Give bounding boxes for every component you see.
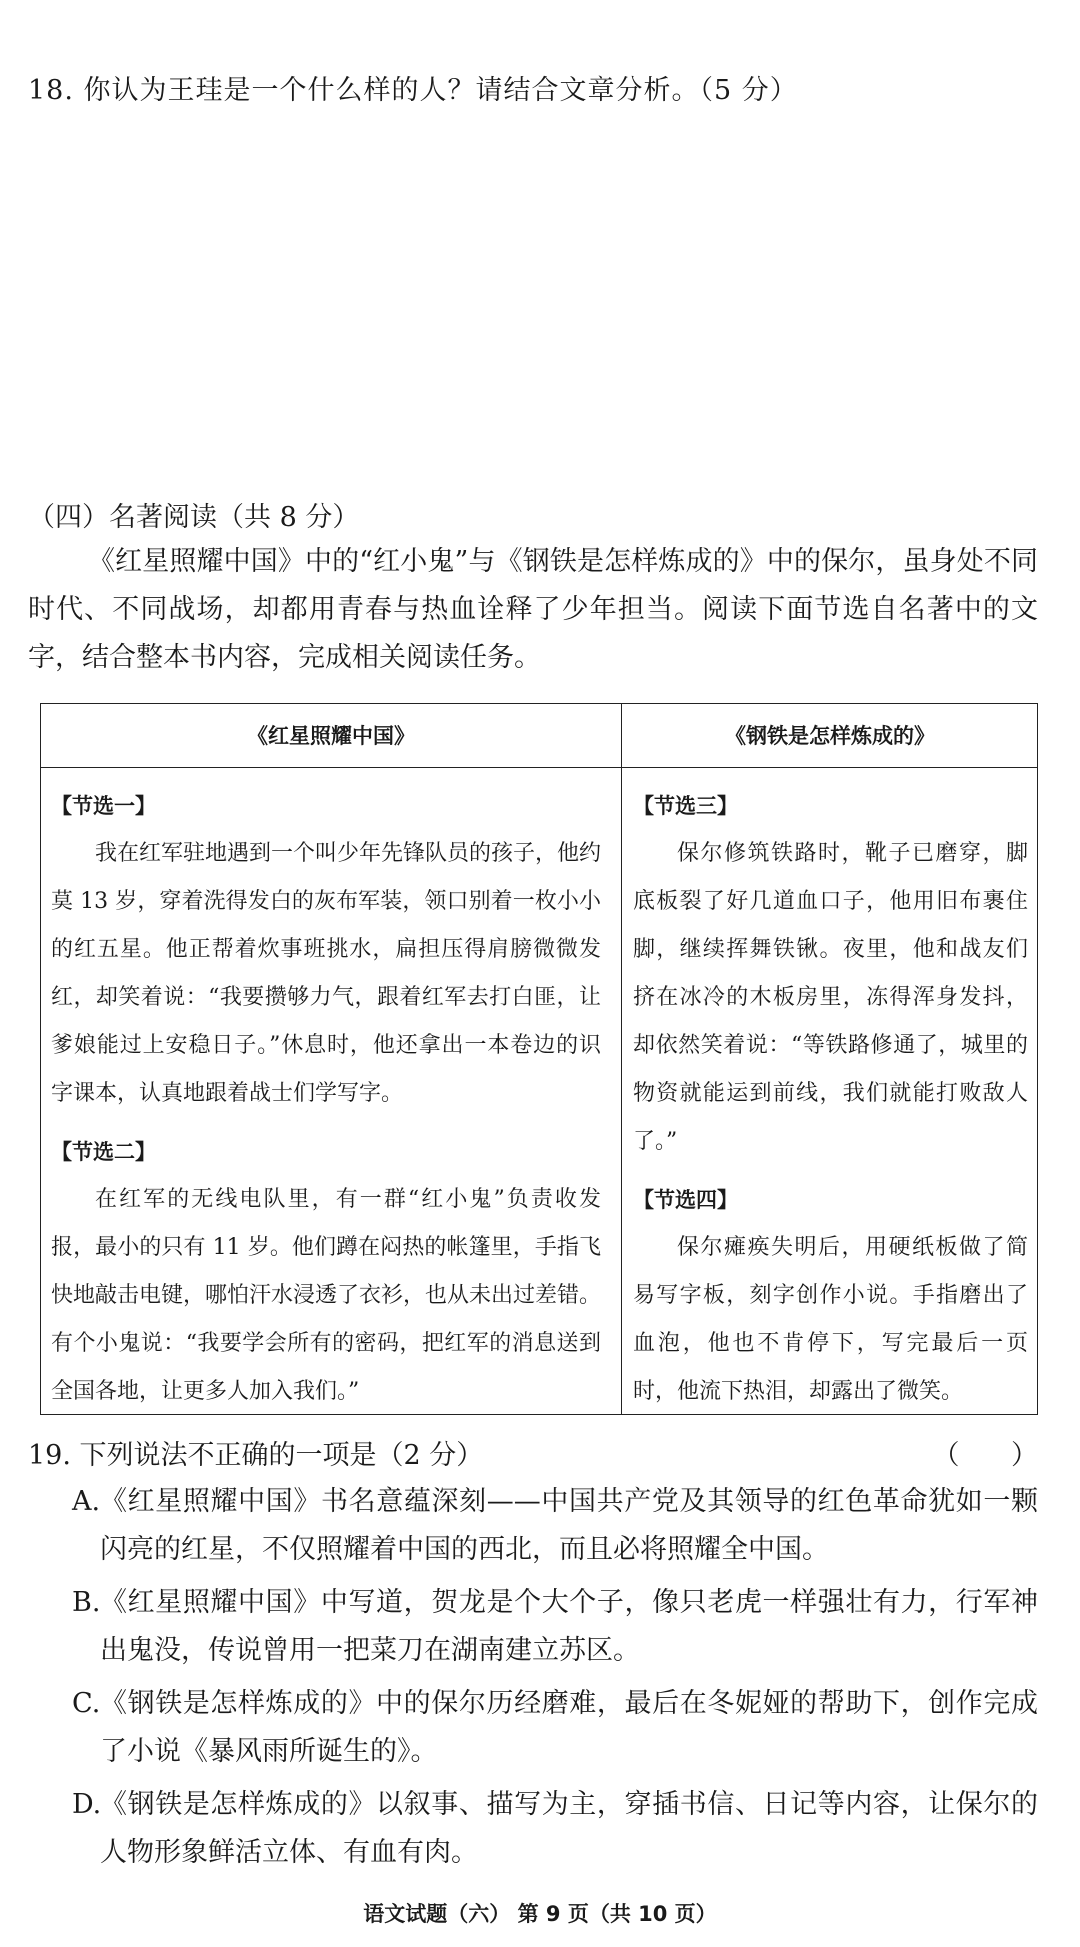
option-letter: D.	[72, 1789, 102, 1820]
excerpt-4-text: 保尔瘫痪失明后，用硬纸板做了简易写字板，刻字创作小说。手指磨出了血泡，他也不肯停下，写完最后一页时，他流下热泪，却露出了微笑。	[633, 1235, 1028, 1404]
page-footer: 语文试题（六） 第 9 页（共 10 页）	[363, 1902, 717, 1926]
excerpt-2-tag: 【节选二】	[51, 1140, 156, 1164]
excerpt-table	[40, 703, 1038, 1415]
excerpt-3-tag: 【节选三】	[633, 794, 738, 818]
right-column	[633, 782, 1028, 1426]
excerpt-3-text: 保尔修筑铁路时，靴子已磨穿，脚底板裂了好几道血口子，他用旧布裹住脚，继续挥舞铁锹。夜里，他和战友们挤在冰冷的木板房里，冻得浑身发抖，却依然笑着说：“等铁路修通了，城里的物资就能运到前线，我们就能打败敌人了。”	[633, 841, 1028, 1154]
section-intro	[28, 538, 1038, 682]
answer-blank: （ ）	[932, 1440, 1038, 1471]
excerpt-4-tag: 【节选四】	[633, 1188, 738, 1212]
table-header-right: 《钢铁是怎样炼成的》	[725, 724, 935, 748]
excerpt-1-text: 我在红军驻地遇到一个叫少年先锋队员的孩子，他约莫 13 岁，穿着洗得发白的灰布军装，领口别着一枚小小的红五星。他正帮着炊事班挑水，扁担压得肩膀微微发红，却笑着说：“我要攒够力气，跟着红军去打白匪，让爹娘能过上安稳日子。”休息时，他还拿出一本卷边的识字课本，认真地跟着战士们学写字。	[51, 841, 602, 1106]
table-header-left: 《红星照耀中国》	[247, 724, 415, 748]
option-a	[72, 1478, 1038, 1574]
option-letter: B.	[72, 1587, 101, 1618]
option-text: 《钢铁是怎样炼成的》中的保尔历经磨难，最后在冬妮娅的帮助下，创作完成了小说《暴风雨所诞生的》。	[100, 1688, 1038, 1767]
option-b	[72, 1579, 1038, 1675]
intro-paragraph: 《红星照耀中国》中的“红小鬼”与《钢铁是怎样炼成的》中的保尔，虽身处不同时代、不同战场，却都用青春与热血诠释了少年担当。阅读下面节选自名著中的文字，结合整本书内容，完成相关阅读任务。	[28, 546, 1038, 673]
question-19-stem: 19. 下列说法不正确的一项是（2 分）	[28, 1440, 484, 1471]
option-text: 《红星照耀中国》中写道，贺龙是个大个子，像只老虎一样强壮有力，行军神出鬼没，传说曾用一把菜刀在湖南建立苏区。	[100, 1587, 1038, 1666]
question-19-options	[72, 1478, 1038, 1882]
question-18: 18. 你认为王珪是一个什么样的人？请结合文章分析。（5 分）	[28, 75, 798, 106]
option-text: 《红星照耀中国》书名意蕴深刻——中国共产党及其领导的红色革命犹如一颗闪亮的红星，不仅照耀着中国的西北，而且必将照耀全中国。	[100, 1486, 1038, 1565]
option-d	[72, 1781, 1038, 1877]
excerpt-1-tag: 【节选一】	[51, 794, 156, 818]
left-column	[51, 782, 601, 1426]
table-divider	[621, 704, 622, 1414]
excerpt-2-text: 在红军的无线电队里，有一群“红小鬼”负责收发报，最小的只有 11 岁。他们蹲在闷热的帐篷里，手指飞快地敲击电键，哪怕汗水浸透了衣衫，也从未出过差错。有个小鬼说：“我要学会所有的密码，把红军的消息送到全国各地，让更多人加入我们。”	[51, 1187, 602, 1404]
section-title: （四）名著阅读（共 8 分）	[28, 502, 360, 533]
option-letter: C.	[72, 1688, 101, 1719]
option-text: 《钢铁是怎样炼成的》以叙事、描写为主，穿插书信、日记等内容，让保尔的人物形象鲜活立体、有血有肉。	[100, 1789, 1038, 1868]
option-letter: A.	[72, 1486, 101, 1517]
option-c	[72, 1680, 1038, 1776]
